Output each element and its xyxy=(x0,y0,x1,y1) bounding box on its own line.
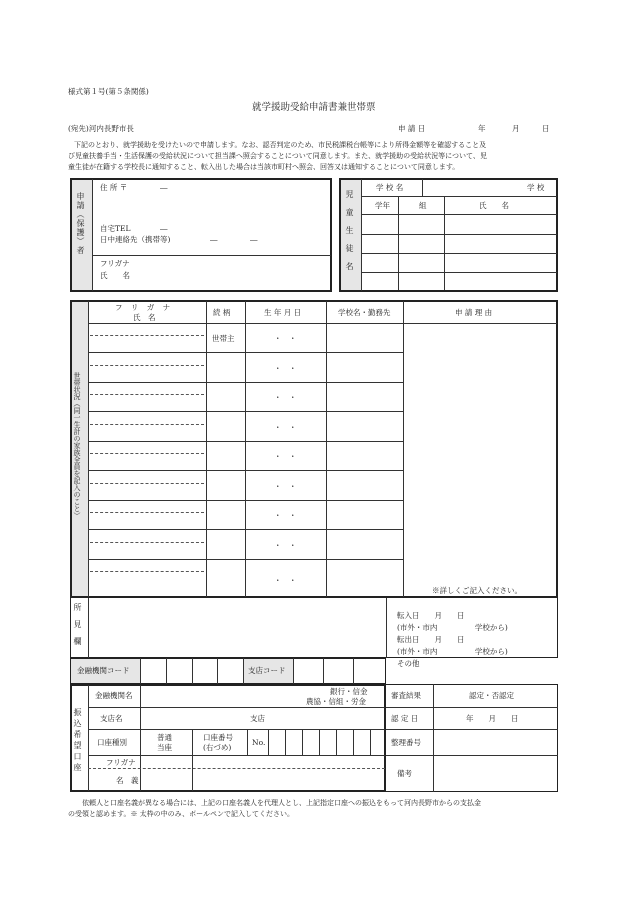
form-title: 就学援助受給申請書兼世帯票 xyxy=(252,102,376,113)
students-header-line xyxy=(361,196,557,197)
review-label-divider xyxy=(433,684,434,792)
household-side-label: 世帯状況（同一生計の家族全員を記入のこと） xyxy=(73,372,81,519)
bank-row-line xyxy=(88,729,385,730)
intro-text-line2: び児童扶養手当・生活保護の受給状況について担当課へ照会することについて同意します。また、就学援助の受給状況等について、児 xyxy=(68,152,487,160)
postal-dash: ― xyxy=(160,183,168,192)
class-header: 組 xyxy=(419,201,427,210)
school-name-field[interactable] xyxy=(424,180,522,195)
branch-code-field[interactable] xyxy=(294,659,385,683)
holder-furigana-label: フリガナ xyxy=(106,758,136,767)
school-name-label: 学 校 名 xyxy=(376,183,404,192)
date-month-label: 月 xyxy=(512,124,520,133)
applicant-name-field[interactable] xyxy=(145,258,327,288)
birth-dots: ・ ・ xyxy=(274,364,297,373)
approval-date-label: 認 定 日 xyxy=(391,714,419,723)
applicant-divider xyxy=(92,255,331,256)
remarks-divider xyxy=(386,598,387,658)
institution-types-2: 農協・信組・労金 xyxy=(306,697,366,706)
review-row-line xyxy=(386,729,558,730)
grade-header: 学年 xyxy=(375,201,390,210)
birth-dots: ・ ・ xyxy=(274,511,297,520)
remarks-side-label: 所見欄 xyxy=(73,603,82,654)
account-col-line xyxy=(247,730,248,755)
applicant-side-divider xyxy=(92,179,93,291)
review-row-line xyxy=(386,755,558,756)
branch-field[interactable] xyxy=(142,708,242,728)
intro-text-line1: 下記のとおり、就学援助を受けたいので申請します。なお、認否判定のため、市民税課税台帳等により所得金額等を確認すること及 xyxy=(74,141,487,149)
reason-note: ※詳しくご記入ください。 xyxy=(432,586,522,595)
col-name: 氏 名 xyxy=(133,313,156,322)
branch-code-label: 支店コード xyxy=(248,666,286,675)
account-number-field[interactable] xyxy=(269,731,385,754)
applicant-furigana-label: フリガナ xyxy=(100,259,130,268)
application-date-label: 申 請 日 xyxy=(398,124,426,133)
review-note-label: 備考 xyxy=(397,769,412,778)
head-relation: 世帯主 xyxy=(212,334,235,343)
date-day-label: 日 xyxy=(542,124,550,133)
institution-types-1: 銀行・信金 xyxy=(330,687,368,696)
col-school: 学校名・勤務先 xyxy=(338,308,391,317)
col-birth: 生 年 月 日 xyxy=(264,308,302,317)
footer-text-line1: 依頼人と口座名義が異なる場合には、上記の口座名義人を代理人とし、上記指定口座への振込をもって河内長野市からの支払金 xyxy=(82,799,481,807)
col-furigana: フ リ ガ ナ xyxy=(115,303,174,312)
holder-divider xyxy=(192,756,193,791)
day-contact-dash2: ― xyxy=(250,235,258,244)
branch-code-divider xyxy=(243,658,244,684)
birth-dots: ・ ・ xyxy=(274,482,297,491)
other-label: その他 xyxy=(397,659,420,668)
home-tel-label: 自宅TEL xyxy=(100,224,131,233)
birth-dots: ・ ・ xyxy=(274,452,297,461)
form-number: 様式第１号(第５条関係) xyxy=(68,87,149,96)
account-type-current[interactable]: 当座 xyxy=(157,743,172,752)
move-out-date: 転出日 月 日 xyxy=(397,635,465,644)
move-out-detail: (市外・市内 学校から) xyxy=(397,647,508,656)
students-side-label: 児童生徒名 xyxy=(345,190,354,280)
birth-dots: ・ ・ xyxy=(274,541,297,550)
bank-code-field[interactable] xyxy=(141,659,242,683)
student-rows-field[interactable] xyxy=(362,215,557,290)
col-reason: 申 請 理 由 xyxy=(455,308,493,317)
footer-text-line2: の受領と認めます。※ 太枠の中のみ、ボールペンで記入してください。 xyxy=(68,810,294,818)
account-number-label: 口座番号 xyxy=(203,733,233,742)
bank-side-divider xyxy=(88,685,89,791)
address-label: 住 所 〒 xyxy=(100,183,128,192)
day-contact-dash1: ― xyxy=(210,235,218,244)
school-name-divider xyxy=(422,179,423,196)
institution-label: 金融機関名 xyxy=(95,691,133,700)
application-reason-field[interactable] xyxy=(404,324,557,580)
branch-label: 支店名 xyxy=(100,714,123,723)
school-suffix: 学 校 xyxy=(527,183,545,192)
bank-side-label: 振込希望口座 xyxy=(73,708,82,774)
branch-suffix: 支店 xyxy=(250,714,265,723)
address-field[interactable] xyxy=(140,193,328,221)
applicant-side-label: 申請（保護）者 xyxy=(76,192,85,255)
review-row-line xyxy=(386,707,558,708)
no-label: No. xyxy=(252,738,266,747)
approval-date-value: 年 月 日 xyxy=(466,714,519,723)
bank-row-line xyxy=(88,755,385,756)
date-year-label: 年 xyxy=(478,124,486,133)
reference-number-label: 整理番号 xyxy=(391,738,421,747)
student-name-header: 氏 名 xyxy=(479,201,509,210)
addressee: (宛先)河内長野市長 xyxy=(68,124,134,133)
col-relation: 続 柄 xyxy=(213,308,231,317)
day-contact-label: 日中連絡先（携帯等) xyxy=(100,235,171,244)
birth-dots: ・ ・ xyxy=(274,576,297,585)
move-in-detail: (市外・市内 学校から) xyxy=(397,623,508,632)
holder-name-label: 名 義 xyxy=(116,776,139,785)
holder-name-field[interactable] xyxy=(194,757,384,790)
review-result-value: 認定・否認定 xyxy=(469,691,514,700)
applicant-name-label: 氏 名 xyxy=(100,271,130,280)
account-type-label: 口座種別 xyxy=(97,738,127,747)
birth-dots: ・ ・ xyxy=(274,423,297,432)
birth-dots: ・ ・ xyxy=(274,393,297,402)
institution-field[interactable] xyxy=(142,686,302,706)
birth-dots: ・ ・ xyxy=(274,334,297,343)
move-in-date: 転入日 月 日 xyxy=(397,611,465,620)
bank-label-divider xyxy=(140,685,141,791)
account-number-note: (右づめ) xyxy=(203,743,232,752)
intro-text-line3: 童生徒が在籍する学校長に通知すること、転入出した場合は当該市町村へ照会、回答又は通知することについて同意します。 xyxy=(68,163,460,171)
remarks-side-divider xyxy=(88,598,89,658)
household-rows-field[interactable] xyxy=(89,324,402,596)
account-col-line xyxy=(192,730,193,755)
review-result-label: 審査結果 xyxy=(391,691,421,700)
account-type-normal[interactable]: 普通 xyxy=(157,733,172,742)
bank-code-label: 金融機関コード xyxy=(77,666,130,675)
home-tel-dash: ― xyxy=(160,224,168,233)
